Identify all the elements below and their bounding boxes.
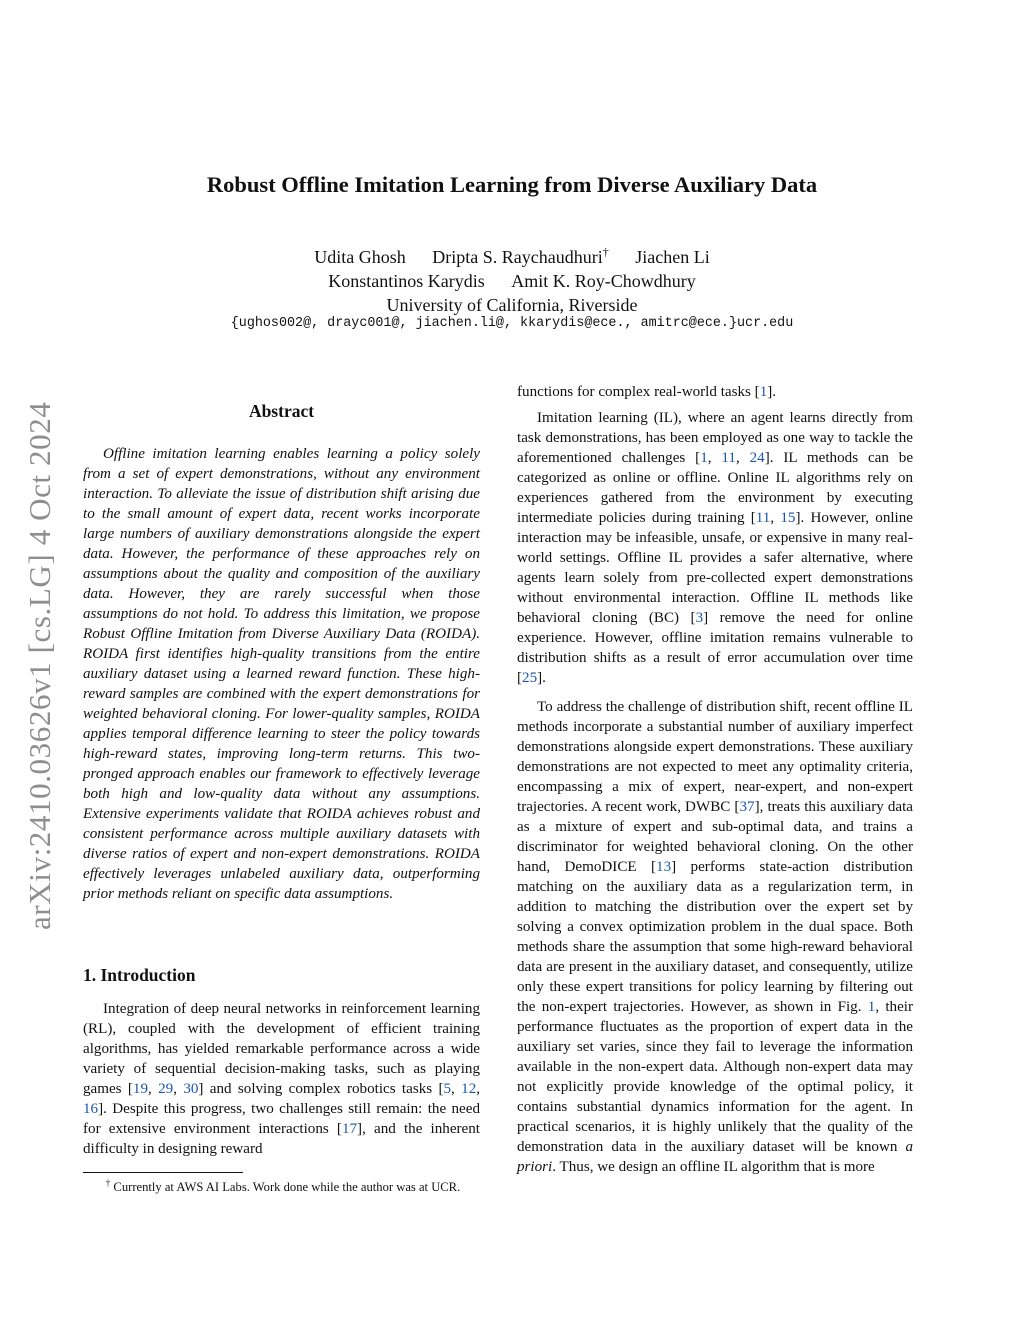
- paper-title: Robust Offline Imitation Learning from Diverse Auxiliary Data: [206, 172, 818, 197]
- paragraph-imitation-learning: Imitation learning (IL), where an agent learns directly from task demonstrations, has been employed as one way to tackle the aforementioned challenges [1, 11, 24]. IL methods can be categorized as online or offline. Online IL algorithms rely on experiences gathered from the environment by executing intermediate policies during training [11, 15]. However, online interaction may be infeasible, unsafe, or expensive in many real-world settings. Offline IL provides a safer alternative, where agents learn solely from pre-collected expert demonstrations without environmental interaction. Offline IL methods like behavioral cloning (BC) [3] remove the need for online experience. However, offline imitation remains vulnerable to distribution shifts as a result of error accumulation over time [25].: [517, 410, 914, 686]
- author-name: Amit K. Roy-Chowdhury: [511, 271, 696, 291]
- citation-link[interactable]: 19: [132, 1081, 149, 1097]
- abstract-text: Offline imitation learning enables learning a policy solely from a set of expert demonstrations, without any environment interaction. To alleviate the issue of distribution shift arising due to the small amount of expert data, recent works incorporate large numbers of auxiliary demonstrations alongside the expert data. However, the performance of these approaches rely on assumptions about the quality and composition of the auxiliary data. However, they are rarely successful when those assumptions do not hold. To address this limitation, we propose Robust Offline Imitation from Diverse Auxiliary Data (ROIDA). ROIDA first identifies high-quality transitions from the entire auxiliary dataset using a learned reward function. These high-reward samples are combined with the expert demonstrations for weighted behavioral cloning. For lower-quality samples, ROIDA applies temporal difference learning to steer the policy towards high-reward states, improving long-term returns. This two-pronged approach enables our framework to effectively leverage both high and low-quality data without any assumptions. Extensive experiments validate that ROIDA achieves robust and consistent performance across multiple auxiliary datasets with diverse ratios of expert and non-expert demonstrations. ROIDA effectively leverages unlabeled auxiliary data, outperforming prior methods reliant on specific data assumptions.: [83, 446, 480, 902]
- authors-line-2: [0, 269, 1024, 293]
- figure-link[interactable]: 1: [867, 999, 876, 1015]
- introduction-heading: 1. Introduction: [83, 965, 196, 985]
- abstract-body: [83, 444, 480, 904]
- dagger-mark: †: [602, 245, 609, 259]
- citation-link[interactable]: 3: [695, 610, 704, 626]
- paragraph-distribution-shift: To address the challenge of distribution shift, recent offline IL methods incorporate a substantial number of auxiliary imperfect demonstrations alongside expert demonstrations. These auxiliary demonstrations are not expected to meet any optimality criteria, encompassing a mix of expert, near-expert, and non-expert trajectories. A recent work, DWBC [37], treats this auxiliary data as a mixture of expert and sub-optimal data, and trains a discriminator for weighted behavioral cloning. On the other hand, DemoDICE [13] performs state-action distribution matching on the auxiliary data as a regularization term, in addition to matching the distribution over the expert set by solving a convex optimization problem in the dual space. Both methods share the assumption that some high-reward behavioral data are present in the auxiliary dataset, and consequently, utilize only these expert transitions for policy learning by filtering out the non-expert trajectories. However, as shown in Fig. 1, their performance fluctuates as the proportion of expert data in the auxiliary set varies, since they fail to leverage the information available in the non-expert data. Although non-expert data may not explicitly provide knowledge of the optimal policy, it contains substantial dynamics information for the agent. In practical scenarios, it is highly unlikely that the quality of the demonstration data in the auxiliary dataset will be known a priori. Thus, we design an offline IL algorithm that is more: [517, 699, 913, 1175]
- author-name: Dripta S. Raychaudhuri†: [432, 245, 609, 267]
- continuation-paragraph: functions for complex real-world tasks [1].: [517, 384, 777, 400]
- author-name: Udita Ghosh: [314, 247, 406, 267]
- citation-link[interactable]: 16: [83, 1101, 99, 1117]
- author-name: Konstantinos Karydis: [328, 271, 485, 291]
- author-block: [0, 240, 1024, 317]
- citation-link[interactable]: 11: [755, 510, 771, 526]
- citation-link[interactable]: 15: [780, 510, 796, 526]
- arxiv-identifier: arXiv:2410.03626v1 [cs.LG] 4 Oct 2024: [22, 401, 57, 930]
- citation-link[interactable]: 13: [656, 859, 672, 875]
- dagger-mark: †: [105, 1178, 111, 1188]
- citation-link[interactable]: 11: [721, 450, 736, 466]
- citation-link[interactable]: 24: [749, 450, 765, 466]
- introduction-paragraph: Integration of deep neural networks in reinforcement learning (RL), coupled with the development of efficient training algorithms, has yielded remarkable performance across a wide variety of sequential decision-making tasks, such as playing games [19, 29, 30] and solving complex robotics tasks [5, 12, 16]. Despite this progress, two challenges still remain: the need for extensive environment interactions [17], and the inherent difficulty in designing reward: [83, 1001, 481, 1157]
- footnote: † Currently at AWS AI Labs. Work done while the author was at UCR.: [105, 1178, 461, 1195]
- citation-link[interactable]: 29: [158, 1081, 174, 1097]
- footnote-divider: [83, 1172, 243, 1173]
- citation-link[interactable]: 5: [443, 1081, 452, 1097]
- author-emails: {ughos002@, drayc001@, jiachen.li@, kkarydis@ece., amitrc@ece.}ucr.edu: [230, 316, 794, 331]
- citation-link[interactable]: 12: [461, 1081, 477, 1097]
- citation-link[interactable]: 1: [759, 384, 768, 400]
- citation-link[interactable]: 37: [739, 799, 755, 815]
- citation-link[interactable]: 25: [522, 670, 538, 686]
- author-name: Jiachen Li: [635, 247, 710, 267]
- citation-link[interactable]: 17: [341, 1121, 358, 1137]
- authors-line-1: [0, 240, 1024, 269]
- citation-link[interactable]: 1: [700, 450, 708, 466]
- affiliation: University of California, Riverside: [386, 295, 638, 315]
- abstract-heading: Abstract: [248, 401, 315, 421]
- right-column: [517, 382, 913, 1177]
- citation-link[interactable]: 30: [183, 1081, 199, 1097]
- italic-term: a priori: [517, 1139, 913, 1175]
